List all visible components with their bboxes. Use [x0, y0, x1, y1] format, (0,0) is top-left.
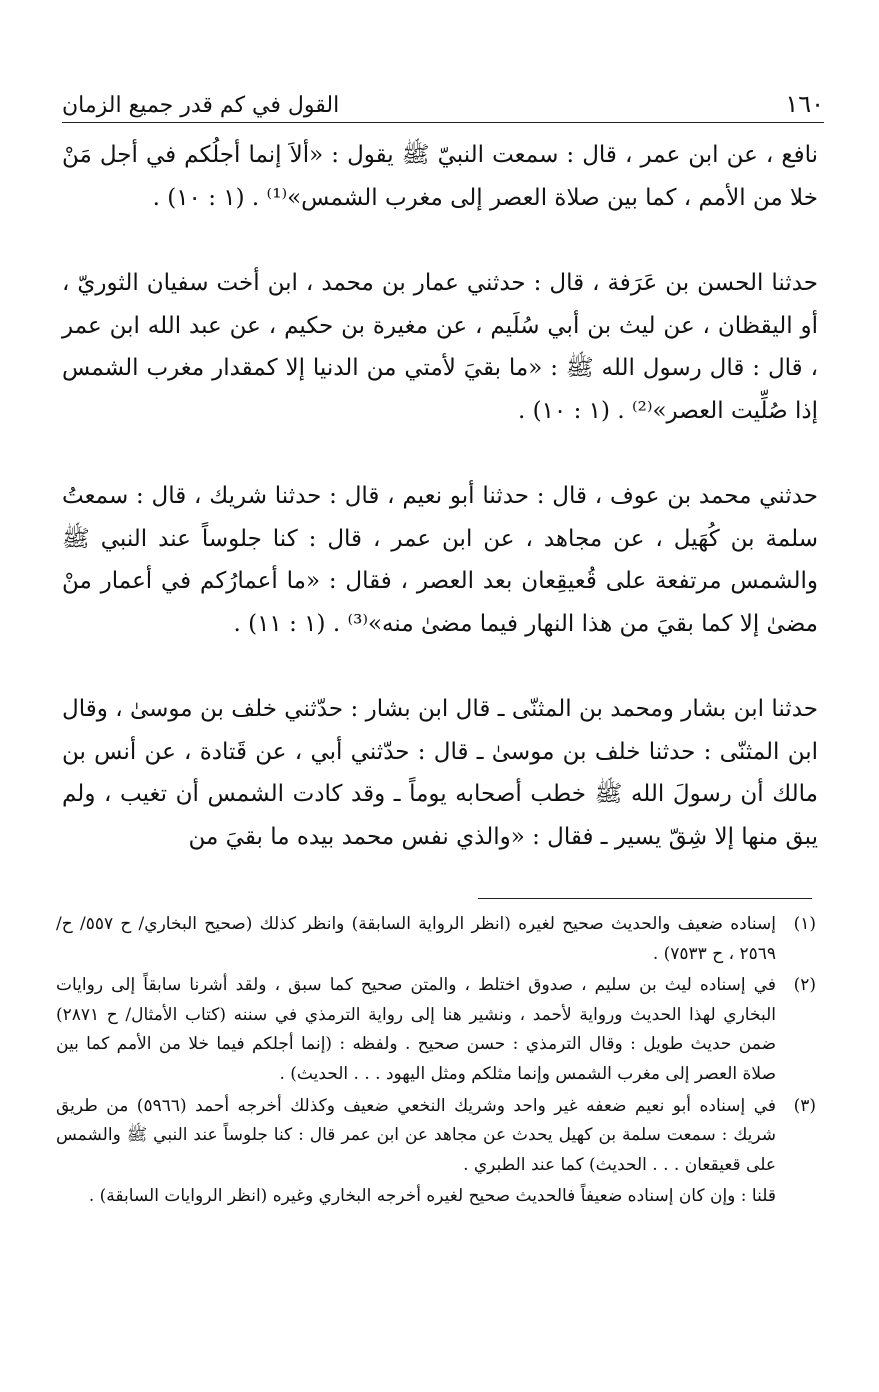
- footnote-note: [56, 1182, 816, 1212]
- footnote-text: قلنا : وإن كان إسناده ضعيفاً فالحديث صحيح لغيره أخرجه البخاري وغيره (انظر الروايات السابقة) .: [88, 1186, 776, 1207]
- hadith-paragraph-2: حدثنا الحسن بن عَرَفة ، قال : حدثني عمار بن محمد ، ابن أخت سفيان الثوريّ ، أو اليقظان ، عن ليث بن أبي سُلَيم ، عن مغيرة بن حكيم ، عن عبد الله ابن عمر ، قال : قال رسول الله ﷺ : «ما بقيَ لأمتي من الدنيا إلا كمقدار مغرب الشمس إذا صُلِّيت العصر»⁽²⁾ . (١ : ١٠) .: [62, 270, 818, 424]
- footnote-text: إسناده ضعيف والحديث صحيح لغيره (انظر الرواية السابقة) وانظر كذلك (صحيح البخاري/ ح ٥٥٧/ ح/ ٢٥٦٩ ، ح ٧٥٣٣) .: [56, 914, 776, 964]
- footnote-3: [56, 1092, 816, 1181]
- hadith-paragraph-3: حدثني محمد بن عوف ، قال : حدثنا أبو نعيم ، قال : حدثنا شريك ، قال : سمعتُ سلمة بن كُهَيل ، عن مجاهد ، عن ابن عمر ، قال : كنا جلوساً عند النبي ﷺ والشمس مرتفعة على قُعيقِعان بعد العصر ، فقال : «ما أعمارُكم في أعمار منْ مضىٰ إلا كما بقيَ من هذا النهار فيما مضىٰ منه»⁽³⁾ . (١ : ١١) .: [62, 483, 818, 637]
- main-text: [62, 134, 818, 858]
- page-number: ١٦٠: [785, 90, 824, 118]
- footnote-number: [776, 1182, 816, 1212]
- footnote-1: [56, 910, 816, 969]
- footnote-number: (٣): [793, 1095, 816, 1116]
- footnote-number: (١): [793, 914, 816, 934]
- hadith-paragraph-4: حدثنا ابن بشار ومحمد بن المثنّى ـ قال ابن بشار : حدّثني خلف بن موسىٰ ، وقال ابن المثنّى : حدثنا خلف بن موسىٰ ـ قال : حدّثني أبي ، عن قَتادة ، عن أنس بن مالك أن رسولَ الله ﷺ خطب أصحابه يوماً ـ وقد كادت الشمس أن تغيب ، ولم يبق منها إلا شِقّ يسير ـ فقال : «والذي نفس محمد بيده ما بقيَ من: [62, 696, 818, 850]
- running-head: [62, 84, 824, 118]
- footnote-2: [56, 971, 816, 1089]
- footnote-number: (٢): [793, 975, 816, 996]
- footnote-divider: [478, 898, 812, 899]
- footnote-text: في إسناده ليث بن سليم ، صدوق اختلط ، والمتن صحيح كما سبق ، ولقد أشرنا سابقاً إلى روايات البخاري لهذا الحديث ورواية لأحمد ، ونشير هنا إلى رواية الترمذي في سننه (كتاب الأمثال/ ح ٢٨٧١) ضمن حديث طويل : وقال الترمذي : حسن صحيح . ولفظه : (إنما أجلكم فيما خلا من الأمم كما بين صلاة العصر إلى مغرب الشمس وإنما مثلكم ومثل اليهود . . . الحديث) .: [56, 975, 776, 1084]
- header-divider: [62, 122, 824, 123]
- footnote-text: في إسناده أبو نعيم ضعفه غير واحد وشريك النخعي ضعيف وكذلك أخرجه أحمد (٥٩٦٦) من طريق شريك : سمعت سلمة بن كهيل يحدث عن مجاهد عن ابن عمر قال : كنا جلوساً عند النبي ﷺ والشمس على قعيقعان . . . الحديث) كما عند الطبري .: [56, 1095, 776, 1175]
- running-title: القول في كم قدر جميع الزمان: [62, 93, 340, 118]
- hadith-paragraph-1: نافع ، عن ابن عمر ، قال : سمعت النبيّ ﷺ يقول : «ألاَ إنما أجلُكم في أجل مَنْ خلا من الأمم ، كما بين صلاة العصر إلى مغرب الشمس»⁽¹⁾ . (١ : ١٠) .: [62, 142, 818, 211]
- footnotes: [56, 910, 816, 1214]
